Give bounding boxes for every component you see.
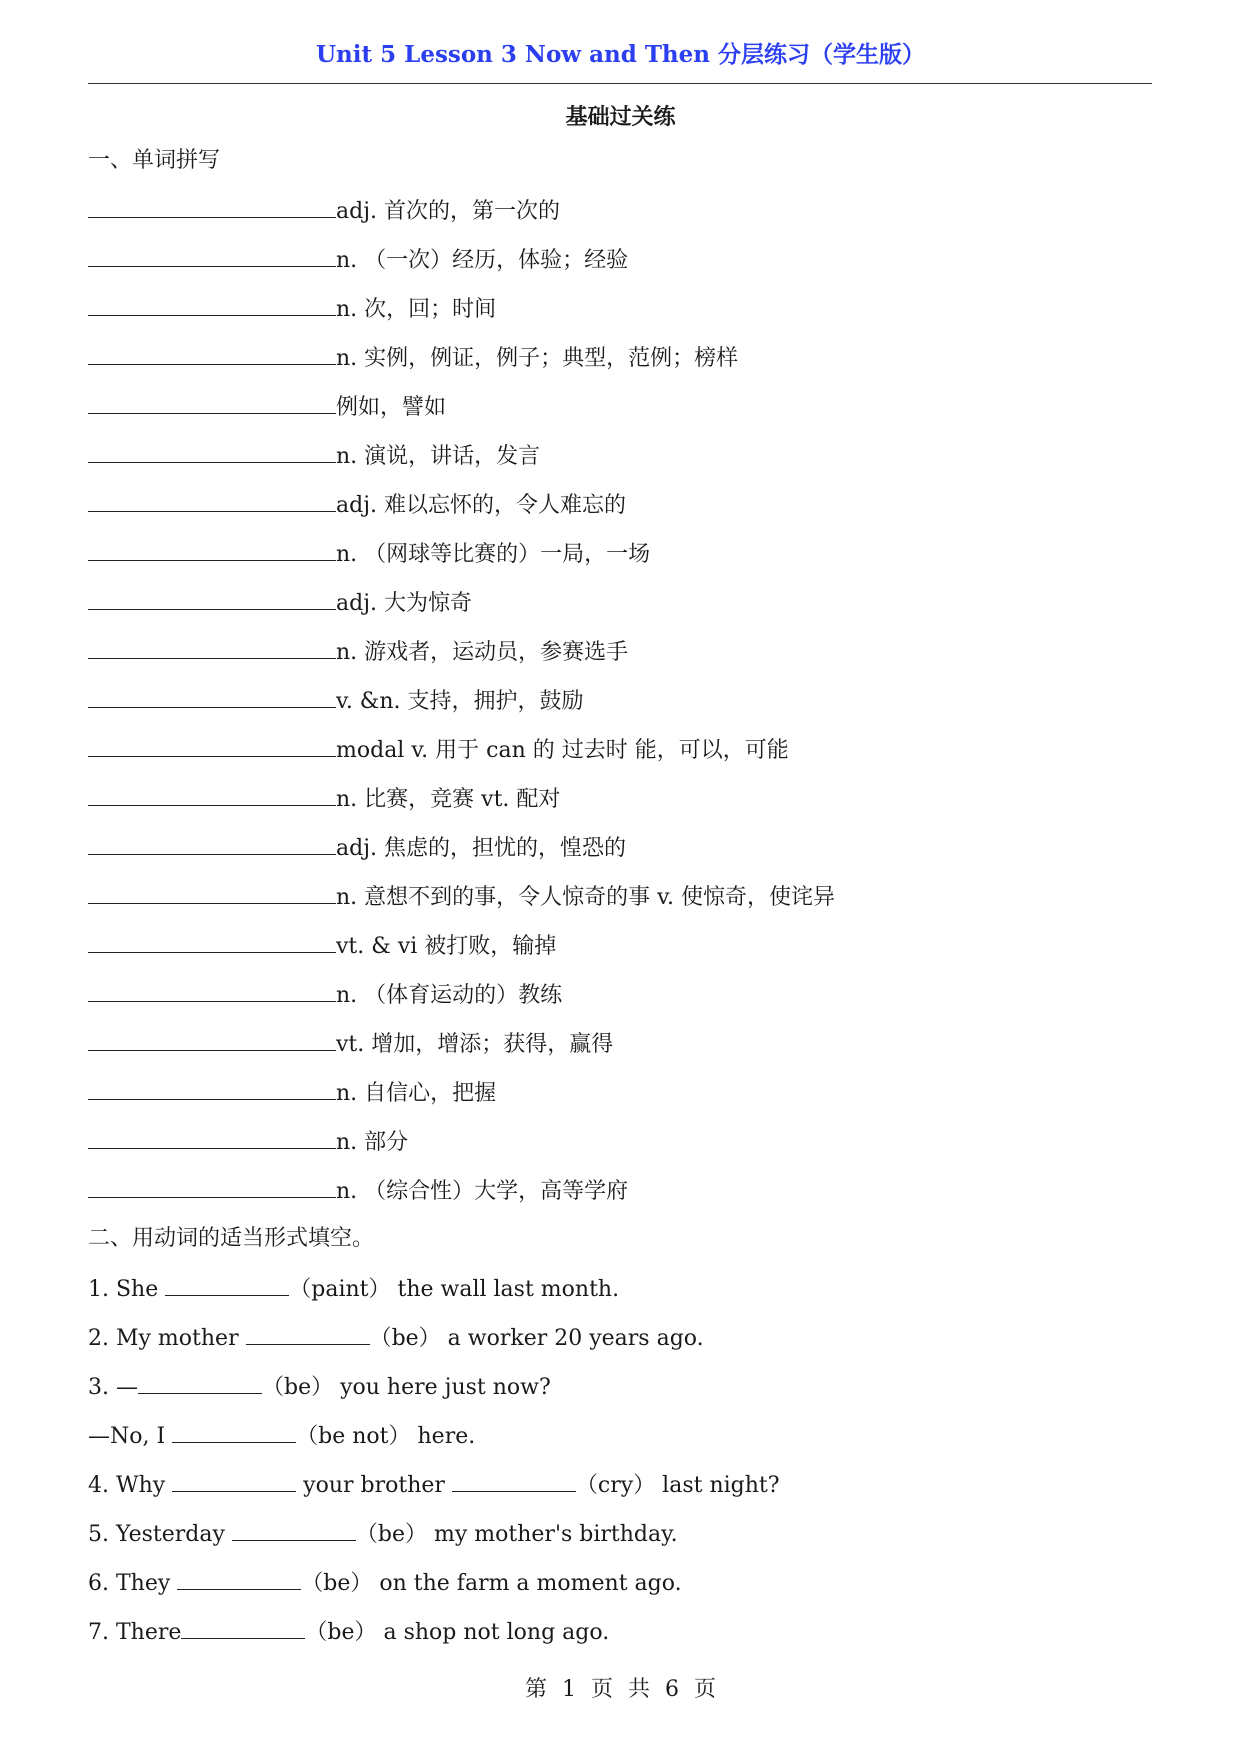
vocab-definition: vt. 增加，增添；获得，赢得	[336, 1032, 614, 1057]
vocab-item	[88, 830, 1148, 879]
vocab-item	[88, 1124, 1148, 1173]
question-text: 5. Yesterday	[88, 1522, 232, 1547]
vocab-item	[88, 928, 1148, 977]
vocab-item	[88, 732, 1148, 781]
vocab-definition: v. &n. 支持，拥护，鼓励	[336, 689, 584, 714]
question-text: （be） on the farm a moment ago.	[301, 1571, 682, 1596]
answer-blank[interactable]	[177, 1565, 301, 1590]
vocab-item	[88, 585, 1148, 634]
question-2	[88, 1320, 1148, 1369]
question-7	[88, 1614, 1148, 1663]
vocab-item	[88, 487, 1148, 536]
vocab-definition: n. 比赛，竞赛 vt. 配对	[336, 787, 561, 812]
answer-blank[interactable]	[88, 193, 336, 218]
question-text: 1. She	[88, 1277, 166, 1302]
answer-blank[interactable]	[88, 928, 336, 953]
part1-heading: 一、单词拼写	[88, 148, 221, 173]
vocab-definition: n. 演说，讲话，发言	[336, 444, 541, 469]
answer-blank[interactable]	[452, 1467, 576, 1492]
vocab-definition: n. （网球等比赛的）一局，一场	[336, 542, 651, 567]
vocab-item	[88, 536, 1148, 585]
vocab-item	[88, 977, 1148, 1026]
answer-blank[interactable]	[88, 1124, 336, 1149]
vocab-item	[88, 340, 1148, 389]
answer-blank[interactable]	[246, 1320, 370, 1345]
answer-blank[interactable]	[232, 1516, 356, 1541]
question-text: （cry） last night?	[575, 1473, 780, 1498]
vocab-item	[88, 291, 1148, 340]
part2-heading: 二、用动词的适当形式填空。	[88, 1226, 375, 1251]
vocab-definition: adj. 焦虑的，担忧的，惶恐的	[336, 836, 627, 861]
vocab-definition: n. 次，回；时间	[336, 297, 497, 322]
vocab-item	[88, 879, 1148, 928]
question-text: your brother	[296, 1473, 452, 1498]
answer-blank[interactable]	[88, 1173, 336, 1198]
answer-blank[interactable]	[88, 487, 336, 512]
vocab-definition: n. （一次）经历，体验；经验	[336, 248, 629, 273]
answer-blank[interactable]	[181, 1614, 305, 1639]
vocab-definition: 例如，譬如	[336, 395, 447, 420]
vocab-definition: n. （体育运动的）教练	[336, 983, 563, 1008]
vocab-definition: vt. & vi 被打败，输掉	[336, 934, 557, 959]
answer-blank[interactable]	[88, 879, 336, 904]
question-6	[88, 1565, 1148, 1614]
answer-blank[interactable]	[138, 1369, 262, 1394]
vocab-definition: n. 部分	[336, 1130, 409, 1155]
answer-blank[interactable]	[88, 1075, 336, 1100]
answer-blank[interactable]	[88, 683, 336, 708]
answer-blank[interactable]	[88, 732, 336, 757]
question-1	[88, 1271, 1148, 1320]
answer-blank[interactable]	[88, 438, 336, 463]
question-text: 2. My mother	[88, 1326, 246, 1351]
vocab-definition: n. 自信心，把握	[336, 1081, 497, 1106]
answer-blank[interactable]	[88, 977, 336, 1002]
answer-blank[interactable]	[88, 291, 336, 316]
vocab-item	[88, 1173, 1148, 1222]
vocab-definition: modal v. 用于 can 的 过去时 能，可以，可能	[336, 738, 789, 763]
answer-blank[interactable]	[88, 536, 336, 561]
question-text: （be） a worker 20 years ago.	[369, 1326, 704, 1351]
vocab-item	[88, 1075, 1148, 1124]
worksheet-content	[88, 144, 1148, 1663]
answer-blank[interactable]	[88, 830, 336, 855]
question-3b	[88, 1418, 1148, 1467]
answer-blank[interactable]	[88, 634, 336, 659]
vocab-definition: n. 意想不到的事，令人惊奇的事 v. 使惊奇，使诧异	[336, 885, 835, 910]
vocab-definition: n. 游戏者，运动员，参赛选手	[336, 640, 629, 665]
vocab-item	[88, 193, 1148, 242]
question-text: （paint） the wall last month.	[289, 1277, 620, 1302]
vocab-item	[88, 438, 1148, 487]
answer-blank[interactable]	[88, 340, 336, 365]
question-text: （be not） here.	[296, 1424, 476, 1449]
question-4	[88, 1467, 1148, 1516]
vocab-item	[88, 683, 1148, 732]
answer-blank[interactable]	[172, 1418, 296, 1443]
page-number-footer: 第 1 页 共 6 页	[525, 1677, 716, 1702]
section-title: 基础过关练	[565, 104, 676, 130]
vocab-item	[88, 781, 1148, 830]
answer-blank[interactable]	[172, 1467, 296, 1492]
question-3a	[88, 1369, 1148, 1418]
answer-blank[interactable]	[88, 1026, 336, 1051]
answer-blank[interactable]	[88, 389, 336, 414]
header-divider	[88, 83, 1152, 84]
vocab-definition: n. 实例，例证，例子；典型，范例；榜样	[336, 346, 739, 371]
answer-blank[interactable]	[88, 781, 336, 806]
answer-blank[interactable]	[88, 242, 336, 267]
answer-blank[interactable]	[165, 1271, 289, 1296]
vocab-definition: adj. 难以忘怀的，令人难忘的	[336, 493, 627, 518]
question-5	[88, 1516, 1148, 1565]
vocab-item	[88, 1026, 1148, 1075]
vocab-definition: adj. 大为惊奇	[336, 591, 473, 616]
question-text: 3. —	[88, 1375, 138, 1400]
question-text: （be） you here just now?	[261, 1375, 551, 1400]
question-text: （be） a shop not long ago.	[305, 1620, 610, 1645]
vocab-definition: adj. 首次的，第一次的	[336, 199, 561, 224]
document-header-title: Unit 5 Lesson 3 Now and Then 分层练习（学生版）	[315, 41, 926, 68]
question-text: 6. They	[88, 1571, 178, 1596]
question-text: 4. Why	[88, 1473, 173, 1498]
question-text: （be） my mother's birthday.	[355, 1522, 678, 1547]
vocab-item	[88, 242, 1148, 291]
vocab-item	[88, 634, 1148, 683]
vocab-item	[88, 389, 1148, 438]
answer-blank[interactable]	[88, 585, 336, 610]
vocab-definition: n. （综合性）大学，高等学府	[336, 1179, 629, 1204]
question-text: —No, I	[88, 1424, 173, 1449]
question-text: 7. There	[88, 1620, 182, 1645]
